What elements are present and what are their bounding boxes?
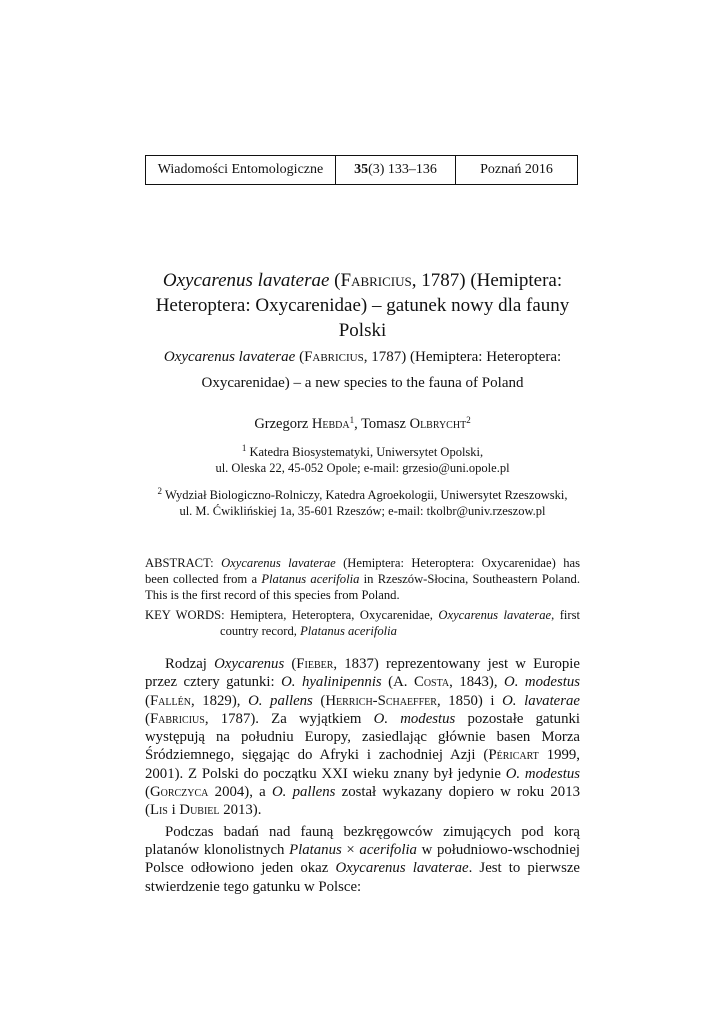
author-2-surname: Olbrycht [409, 416, 467, 432]
author-1-surname: Hebda [311, 416, 350, 432]
affiliation-1: $^1$ Katedra Biosystematyki, Uniwersytet Opolski, ul. Oleska 22, 45-052 Opole; e-mail: grzesio@uni.opole.pl [215, 443, 510, 475]
affiliation-2: $^2$ Wydział Biologiczno-Rolniczy, Katedra Agroekologii, Uniwersytet Rzeszowski, ul. M. Ćwiklińskiej 1a, 35-601 Rzeszów; e-mail: tkolbr@univ.rzeszow.pl [157, 486, 568, 518]
volume-number: 35 [354, 162, 369, 177]
volume-issue-pages: 35 (3) 133–136 [336, 156, 456, 184]
paragraph-2: Podczas badań nad fauną bezkręgowców zimujących pod korą platanów klonolistnych Platanus × acerifolia w południowo-wschodniej Polsce odłowiono jeden okaz Oxycarenus lavaterae. Jest to pierwsze stwierdzenie tego gatunku w Polsce: [145, 823, 580, 895]
abstract-block [145, 555, 580, 639]
author-list: Grzegorz Hebda$^1$, Tomasz Olbrycht$^2$ [254, 415, 471, 432]
abstract: ABSTRACT: Oxycarenus lavaterae (Hemiptera: Heteroptera: Oxycarenidae) has been collected from a Platanus acerifolia in Rzeszów-Słocina, Southeastern Poland. This is the first record of this species from Poland. [145, 556, 580, 602]
paragraph-1: Rodzaj Oxycarenus (Fieber, 1837) reprezentowany jest w Europie przez cztery gatunki: O. hyalinipennis (A. Costa, 1843), O. modestus (Fallén, 1829), O. pallens (Herrich-Schaeffer, 1850) i O. lavaterae (Fabricius, 1787). Za wyjątkiem O. modestus pozostałe gatunki występują na południu Europy, zasiedlając głównie basen Morza Śródziemnego, sięgając do Afryki i zachodniej Azji (Péricart 1999, 2001). Z Polski do początku XXI wieku znany był jedynie O. modestus (Gorczyca 2004), a O. pallens został wykazany dopiero w roku 2013 (Lis i Dubiel 2013). [145, 656, 581, 819]
article-title: Oxycarenus lavaterae (Fabricius, 1787) (Hemiptera: Heteroptera: Oxycarenidae) – gatunek nowy dla fauny Polski [155, 270, 570, 341]
key-words: KEY WORDS: Hemiptera, Heteroptera, Oxycarenidae, Oxycarenus lavaterae, first country record, Platanus acerifolia [145, 608, 580, 638]
place-year: Poznań 2016 [480, 162, 553, 177]
journal-name: Wiadomości Entomologiczne [146, 156, 336, 184]
article-subtitle: Oxycarenus lavaterae (Fabricius, 1787) (Hemiptera: Heteroptera: Oxycarenidae) – a new species to the fauna of Poland [163, 349, 562, 391]
body-text [145, 655, 580, 896]
journal-header-box [145, 155, 578, 185]
